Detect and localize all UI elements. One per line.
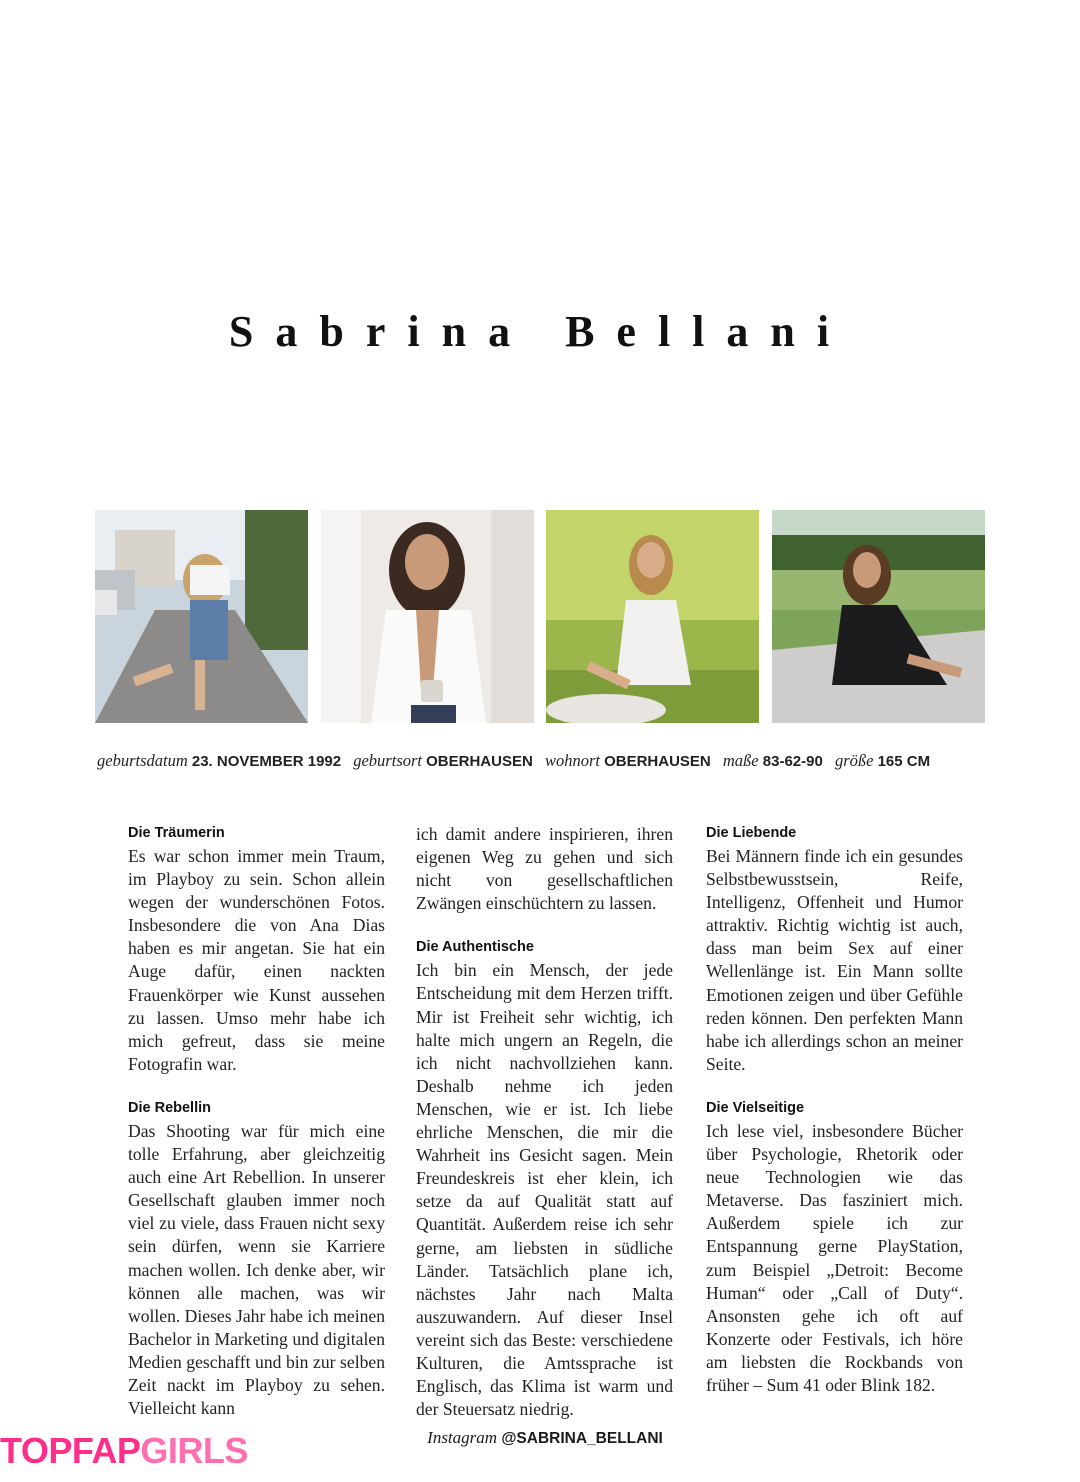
section-rebellin xyxy=(128,1098,385,1420)
watermark-part-2: GIRLS xyxy=(140,1430,248,1471)
column-3 xyxy=(706,823,963,1419)
section-traeumerin xyxy=(128,823,385,1076)
section-text: Ich lese viel, insbesondere Bücher über Psychologie, Rhetorik oder neue Technologien wie das Metaverse. Das fasziniert mich. Außerdem spiele ich zur Entspannung gerne PlayStation, zum Beispiel „Detroit: Become Human“ oder „Call of Duty“. Ansonsten gehe ich oft auf Konzerte oder Festivals, ich höre am liebsten die Rockbands von früher – Sum 41 oder Blink 182. xyxy=(706,1120,963,1395)
birthplace-label: geburtsort xyxy=(353,751,422,770)
section-text: ich damit andere inspirieren, ihren eigenen Weg zu gehen und sich nicht von gesellschaftlichen Zwängen einschüchtern zu lassen. xyxy=(416,824,673,914)
section-vielseitige xyxy=(706,1098,963,1397)
photo-2 xyxy=(321,510,534,723)
watermark-logo xyxy=(0,1430,248,1472)
watermark-part-1: TOPFAP xyxy=(0,1430,141,1471)
measurements-label: maße xyxy=(722,751,759,770)
photo-3 xyxy=(546,510,759,723)
instagram-label: Instagram xyxy=(427,1428,498,1447)
height-label: größe xyxy=(834,751,874,770)
section-rebellin-continued xyxy=(416,823,673,915)
section-liebende xyxy=(706,823,963,1076)
photo-4 xyxy=(772,510,985,723)
section-heading: Die Authentische xyxy=(416,939,534,956)
birthplace-value: OBERHAUSEN xyxy=(426,753,533,770)
residence-value: OBERHAUSEN xyxy=(604,753,711,770)
page-title: Sabrina Bellani xyxy=(228,307,852,356)
column-1 xyxy=(128,823,385,1442)
info-bar xyxy=(97,751,987,771)
instagram-handle[interactable]: @SABRINA_BELLANI xyxy=(501,1430,663,1447)
birthdate-label: geburtsdatum xyxy=(97,751,188,770)
section-authentische xyxy=(416,937,673,1421)
section-heading: Die Liebende xyxy=(706,825,797,841)
height-value: 165 CM xyxy=(877,753,931,770)
birthdate-value: 23. NOVEMBER 1992 xyxy=(191,753,342,770)
photo-1 xyxy=(95,510,308,723)
measurements-value: 83-62-90 xyxy=(762,753,823,770)
column-2 xyxy=(416,823,673,1443)
section-heading: Die Rebellin xyxy=(128,1099,211,1116)
section-text: Es war schon immer mein Traum, im Playboy zu sein. Schon allein wegen der wunderschönen Fotos. Insbesondere die von Ana Dias haben es mir angetan. Sie hat ein Auge dafür, einen nackten Frauenkörper wie Kunst aussehen zu lassen. Umso mehr habe ich mich gefreut, dass sie meine Fotografin war. xyxy=(128,846,385,1074)
section-text: Das Shooting war für mich eine tolle Erfahrung, aber gleichzeitig auch eine Art Rebellion. In unserer Gesellschaft glauben immer noch viel zu viele, dass Frauen nicht sexy sein dürfen, wenn sie Karriere machen wollen. Ich denke aber, wir können alle machen, was wir wollen. Dieses Jahr habe ich meinen Bachelor in Marketing und digitalen Medien geschafft und bin zur selben Zeit nackt im Playboy zu sehen. Vielleicht kann xyxy=(128,1120,385,1419)
residence-label: wohnort xyxy=(544,751,600,770)
section-heading: Die Vielseitige xyxy=(706,1099,805,1116)
section-text: Bei Männern finde ich ein gesundes Selbstbewusstsein, Reife, Intelligenz, Offenheit und Humor attraktiv. Richtig wichtig ist auch, dass man beim Sex auf einer Wellenlänge ist. Ein Mann sollte Emotionen zeigen und über Gefühle reden können. Den perfekten Mann habe ich allerdings schon an meiner Seite. xyxy=(706,846,963,1074)
section-text: Ich bin ein Mensch, der jede Entscheidung mit dem Herzen trifft. Mir ist Freiheit sehr wichtig, ich halte mich ungern an Regeln, die ich nicht nachvollziehen kann. Deshalb nehme ich jeden Menschen, wie er ist. Ich liebe ehrliche Menschen, die mir die Wahrheit ins Gesicht sagen. Mein Freundeskreis ist eher klein, ich setze da auf Qualität statt auf Quantität. Außerdem reise ich sehr gerne, am liebsten in südliche Länder. Tatsächlich plane ich, nächstes Jahr nach Malta auszuwandern. Auf dieser Insel vereint sich das Beste: verschiedene Kulturen, die Amtssprache ist Englisch, das Klima ist warm und der Steuersatz niedrig. xyxy=(416,960,673,1420)
section-heading: Die Träumerin xyxy=(128,825,225,841)
